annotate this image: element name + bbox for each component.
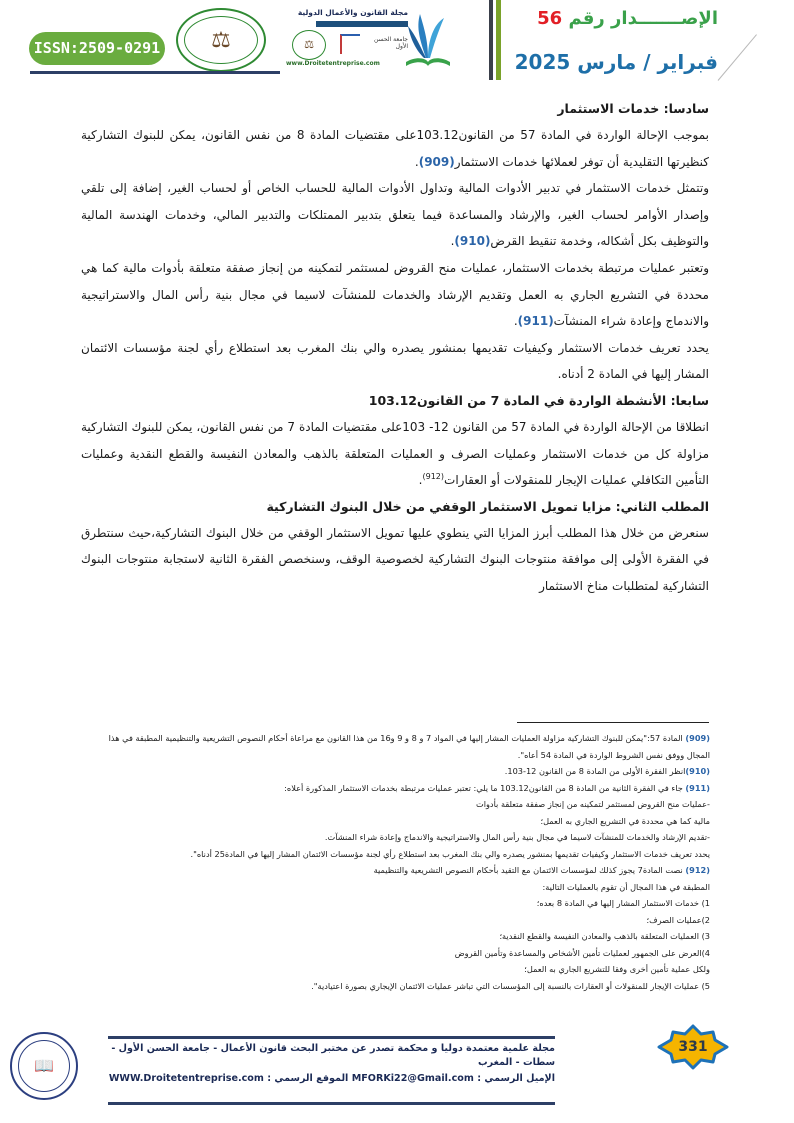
footnote-line xyxy=(70,879,710,896)
footnote-text: المطبقة في هذا المجال أن تقوم بالعمليات التالية: xyxy=(542,881,710,892)
footnote-text: جاء في الفقرة الثانية من المادة 8 من القانون103.12 ما يلي: تعتبر عمليات مرتبطة بخدمات الاستثمار المذكورة أعلاه: xyxy=(284,782,686,793)
footer-email-link[interactable]: MFORKi22@Gmail.com xyxy=(351,1073,474,1084)
divider-bar-dark xyxy=(489,0,493,80)
footnote-number: (911) xyxy=(685,782,710,793)
email-label: الإميل الرسمي : xyxy=(477,1073,555,1084)
issue-number: 56 xyxy=(537,8,563,29)
footnote-text: انظر الفقرة الأولى من المادة 8 من القانون 12-103. xyxy=(504,766,686,776)
issue-prefix: الإصـــــــدار رقم xyxy=(568,8,718,29)
footnote-line xyxy=(70,945,710,962)
issn-badge: ISSN:2509-0291 xyxy=(29,32,165,65)
scales-of-justice-icon: ⚖ xyxy=(211,27,231,53)
article-body xyxy=(81,96,709,600)
decorative-diagonal-line xyxy=(718,34,757,81)
footnote-line xyxy=(70,796,710,813)
footnote-line xyxy=(70,862,710,879)
paragraph-text: وتعتبر عمليات مرتبطة بخدمات الاستثمار، عمليات منح القروض لمستثمر لتمكينه من إنجاز صفقة متعلقة بأدوات مالية كما هي محددة في التشريع الجاري به العمل وتقديم الإرشاد والخدمات للمنشآت لاسيما في مجال بنية رأس المال والاستراتيجية والاندماج وإعادة شراء المنشآت xyxy=(81,260,709,329)
footnote-line xyxy=(70,730,710,747)
footnote-text: -تقديم الإرشاد والخدمات للمنشآت لاسيما في مجال بنية رأس المال والاستراتيجية والاندماج وإعادة شراء المنشآت. xyxy=(324,832,710,842)
footnote-line xyxy=(70,895,710,912)
footnote-line xyxy=(70,928,710,945)
footnote-line xyxy=(70,829,710,846)
site-label: الموقع الرسمي : xyxy=(267,1073,349,1084)
issue-label xyxy=(508,4,718,34)
journal-subtitle-banner xyxy=(316,21,408,27)
paragraph-text: وتتمثل خدمات الاستثمار في تدبير الأدوات المالية وتداول الأدوات المالية للحساب الخاص أو لحساب الغير، إضافة إلى تلقي وإصدار الأوامر لحساب الغير، والإرشاد والمساعدة فيما يتعلق بتدبير الممتلكات والتدبير المالي، وخدمات الهندسة المالية والتوظيف بكل أشكاله، وخدمة تنقيط القرض xyxy=(81,181,709,249)
footer-website-link[interactable]: WWW.Droitetentreprise.com xyxy=(108,1073,264,1084)
footnote-line xyxy=(70,978,710,995)
footnote-number: (910) xyxy=(685,766,710,776)
footnote-ref-911[interactable]: (911) xyxy=(517,314,554,329)
footer-journal-description: مجلة علمية معتمدة دوليا و محكمة تصدر عن مختبر البحث قانون الأعمال - جامعة الحسن الأول - سطات - المغرب xyxy=(111,1043,555,1068)
paragraph: سنعرض من خلال هذا المطلب أبرز المزايا التي ينطوي عليها تمويل الاستثمار الوقفي من خلال البنوك التشاركية،حيث سنتطرق في الفقرة الأولى إلى موافقة منتوجات البنوك التشاركية لخصوصية الوقف، وسنخصص الفقرة الثانية لاستجابة منتوجات البنوك التشاركية لمتطلبات مناخ الاستثمار xyxy=(81,525,709,593)
paragraph: وتعتبر عمليات مرتبطة بخدمات الاستثمار، عمليات منح القروض لمستثمر لتمكينه من إنجاز صفقة متعلقة بأدوات مالية كما هي محددة في التشريع الجاري به العمل وتقديم الإرشاد والخدمات للمنشآت لاسيما في مجال بنية رأس المال والاستراتيجية والاندماج وإعادة شراء المنشآت(911). xyxy=(81,260,709,329)
footnote-line xyxy=(70,747,710,764)
footnote-text: المادة 57:"يمكن للبنوك التشاركية مزاولة العمليات المشار إليها في المواد 7 و 8 و 9 و16 من هذا القانون مع مراعاة أحكام النصوص التشريعية والتنظيمية المطبقة في هذا xyxy=(108,733,686,743)
stamp-book-icon: 📖 xyxy=(34,1056,54,1075)
footnote-ref-910[interactable]: (910) xyxy=(454,234,491,249)
footnote-text: 2)عمليات الصرف؛ xyxy=(646,914,710,925)
mini-seal-icon: ⚖ xyxy=(292,30,326,60)
seal-ring xyxy=(184,16,258,64)
journal-website[interactable]: www.Droitetentreprise.com xyxy=(286,60,380,67)
footnote-line xyxy=(70,780,710,797)
footnote-separator xyxy=(517,722,709,723)
paragraph: يحدد تعريف خدمات الاستثمار وكيفيات تقديمها بمنشور يصدره والي بنك المغرب بعد استطلاع رأي لجنة مؤسسات الائتمان المشار إليها في المادة 2 أدناه. xyxy=(81,340,709,382)
page-number: 331 xyxy=(678,1039,708,1055)
footnote-line xyxy=(70,912,710,929)
footnote-text: المجال ووفق نفس الشروط الواردة في المادة 54 أعاه". xyxy=(517,749,710,760)
paragraph: بموجب الإحالة الواردة في المادة 57 من القانون103.12على مقتضيات المادة 8 من نفس القانون، يمكن للبنوك التشاركية كنظيرتها التقليدية أن توفر لعملائها خدمات الاستثمار(909). xyxy=(81,128,709,169)
paragraph: انطلاقا من الإحالة الواردة في المادة 57 من القانون 12- 103على مقتضيات المادة 7 من نفس القانون، يمكن للبنوك التشاركية مزاولة كل من خدمات الاستثمار وعمليات الصرف و العمليات المتعلقة بالذهب والمعادن النفيسة والقطع النقدية وعمليات التأمين التكافلي عمليات الإيجار للمنقولات أو العقارات$^{(912)}$. xyxy=(81,419,709,488)
footnote-line xyxy=(70,813,710,830)
header-rule xyxy=(30,71,280,74)
footer-rule-bottom xyxy=(108,1102,555,1105)
footnote-text: 5) عمليات الإيجار للمنقولات أو العقارات بالنسبة إلى المؤسسات التي تباشر عمليات الائتمان الإيجاري بصورة اعتيادية". xyxy=(311,980,710,991)
paragraph-text: انطلاقا من الإحالة الواردة في المادة 57 من القانون 12- 103على مقتضيات المادة 7 من نفس القانون، يمكن للبنوك التشاركية مزاولة كل من خدمات الاستثمار وعمليات الصرف و العمليات المتعلقة بالذهب والمعادن النفيسة والقطع النقدية وعمليات التأمين التكافلي عمليات الإيجار للمنقولات أو العقارات xyxy=(81,419,709,488)
footnote-line xyxy=(70,763,710,780)
footnote-number: (912) xyxy=(685,865,710,875)
footnote-text: 4)العرض على الجمهور لعمليات تأمين الأشخاص والمساعدة وتأمين القروض xyxy=(454,947,710,958)
footnote-text: نصت المادة7 يجوز كذلك لمؤسسات الائتمان مع التقيد بأحكام النصوص التشريعية والتنظيمية xyxy=(373,865,686,875)
footnote-text: 1) خدمات الاستثمار المشار إليها في المادة 8 بعده؛ xyxy=(536,898,710,908)
footnote-ref-909[interactable]: (909) xyxy=(418,154,455,169)
footnote-text: -عمليات منح القروض لمستثمر لتمكينه من إنجاز صفقة متعلقة بأدوات xyxy=(475,799,710,809)
footnote-text: 3) العمليات المتعلقة بالذهب والمعادن النفيسة والقطع النقدية؛ xyxy=(499,931,710,941)
divider-bar-green xyxy=(496,0,501,80)
footnote-text: يحدد تعريف خدمات الاستثمار وكيفيات تقديمها بمنشور يصدره والي بنك المغرب بعد استطلاع رأي لجنة مؤسسات الائتمان المشار إليها في المادة25 أدناه". xyxy=(190,848,710,859)
author-stamp xyxy=(10,1032,78,1100)
footnote-ref-912[interactable]: (912) xyxy=(422,472,445,482)
issue-date: فبراير / مارس 2025 xyxy=(514,50,718,74)
footer-rule-top xyxy=(108,1036,555,1039)
paragraph: وتتمثل خدمات الاستثمار في تدبير الأدوات المالية وتداول الأدوات المالية للحساب الخاص أو لحساب الغير، إضافة إلى تلقي وإصدار الأوامر لحساب الغير، والإرشاد والمساعدة فيما يتعلق بتدبير الممتلكات والتدبير المالي، وخدمات الهندسة المالية والتوظيف بكل أشكاله، وخدمة تنقيط القرض(910). xyxy=(81,181,709,249)
journal-name: مجلة القانون والأعمال الدولية xyxy=(297,8,408,17)
footnote-text: مالية كما هي محددة في التشريع الجاري به العمل؛ xyxy=(540,815,710,826)
footnote-line xyxy=(70,846,710,863)
university-name: جامعة الحسن الأول xyxy=(373,36,408,50)
header-divider-bars xyxy=(489,0,503,80)
footnotes xyxy=(70,730,710,994)
page-number-badge xyxy=(655,1024,731,1070)
university-logo-icon xyxy=(340,34,360,54)
footnote-text: ولكل عملية تأمين أخرى وفقا للتشريع الجاري به العمل؛ xyxy=(524,964,710,974)
subsection-heading: المطلب الثاني: مزايا تمويل الاستثمار الوقفي من خلال البنوك التشاركية xyxy=(266,498,709,514)
footnote-number: (909) xyxy=(685,733,710,743)
lab-seal-logo xyxy=(176,8,266,72)
journal-logo xyxy=(284,6,450,70)
footnote-line xyxy=(70,961,710,978)
paragraph-text: بموجب الإحالة الواردة في المادة 57 من القانون103.12على مقتضيات المادة 8 من نفس القانون، يمكن للبنوك التشاركية كنظيرتها التقليدية أن توفر لعملائها خدمات الاستثمار xyxy=(81,128,709,169)
section-heading-investment-services: سادسا: خدمات الاستثمار xyxy=(557,101,709,116)
footer-contact xyxy=(108,1072,555,1086)
section-heading-article-7-activities: سابعا: الأنشطة الواردة في المادة 7 من القانون103.12 xyxy=(368,392,709,408)
open-book-icon xyxy=(406,10,450,70)
